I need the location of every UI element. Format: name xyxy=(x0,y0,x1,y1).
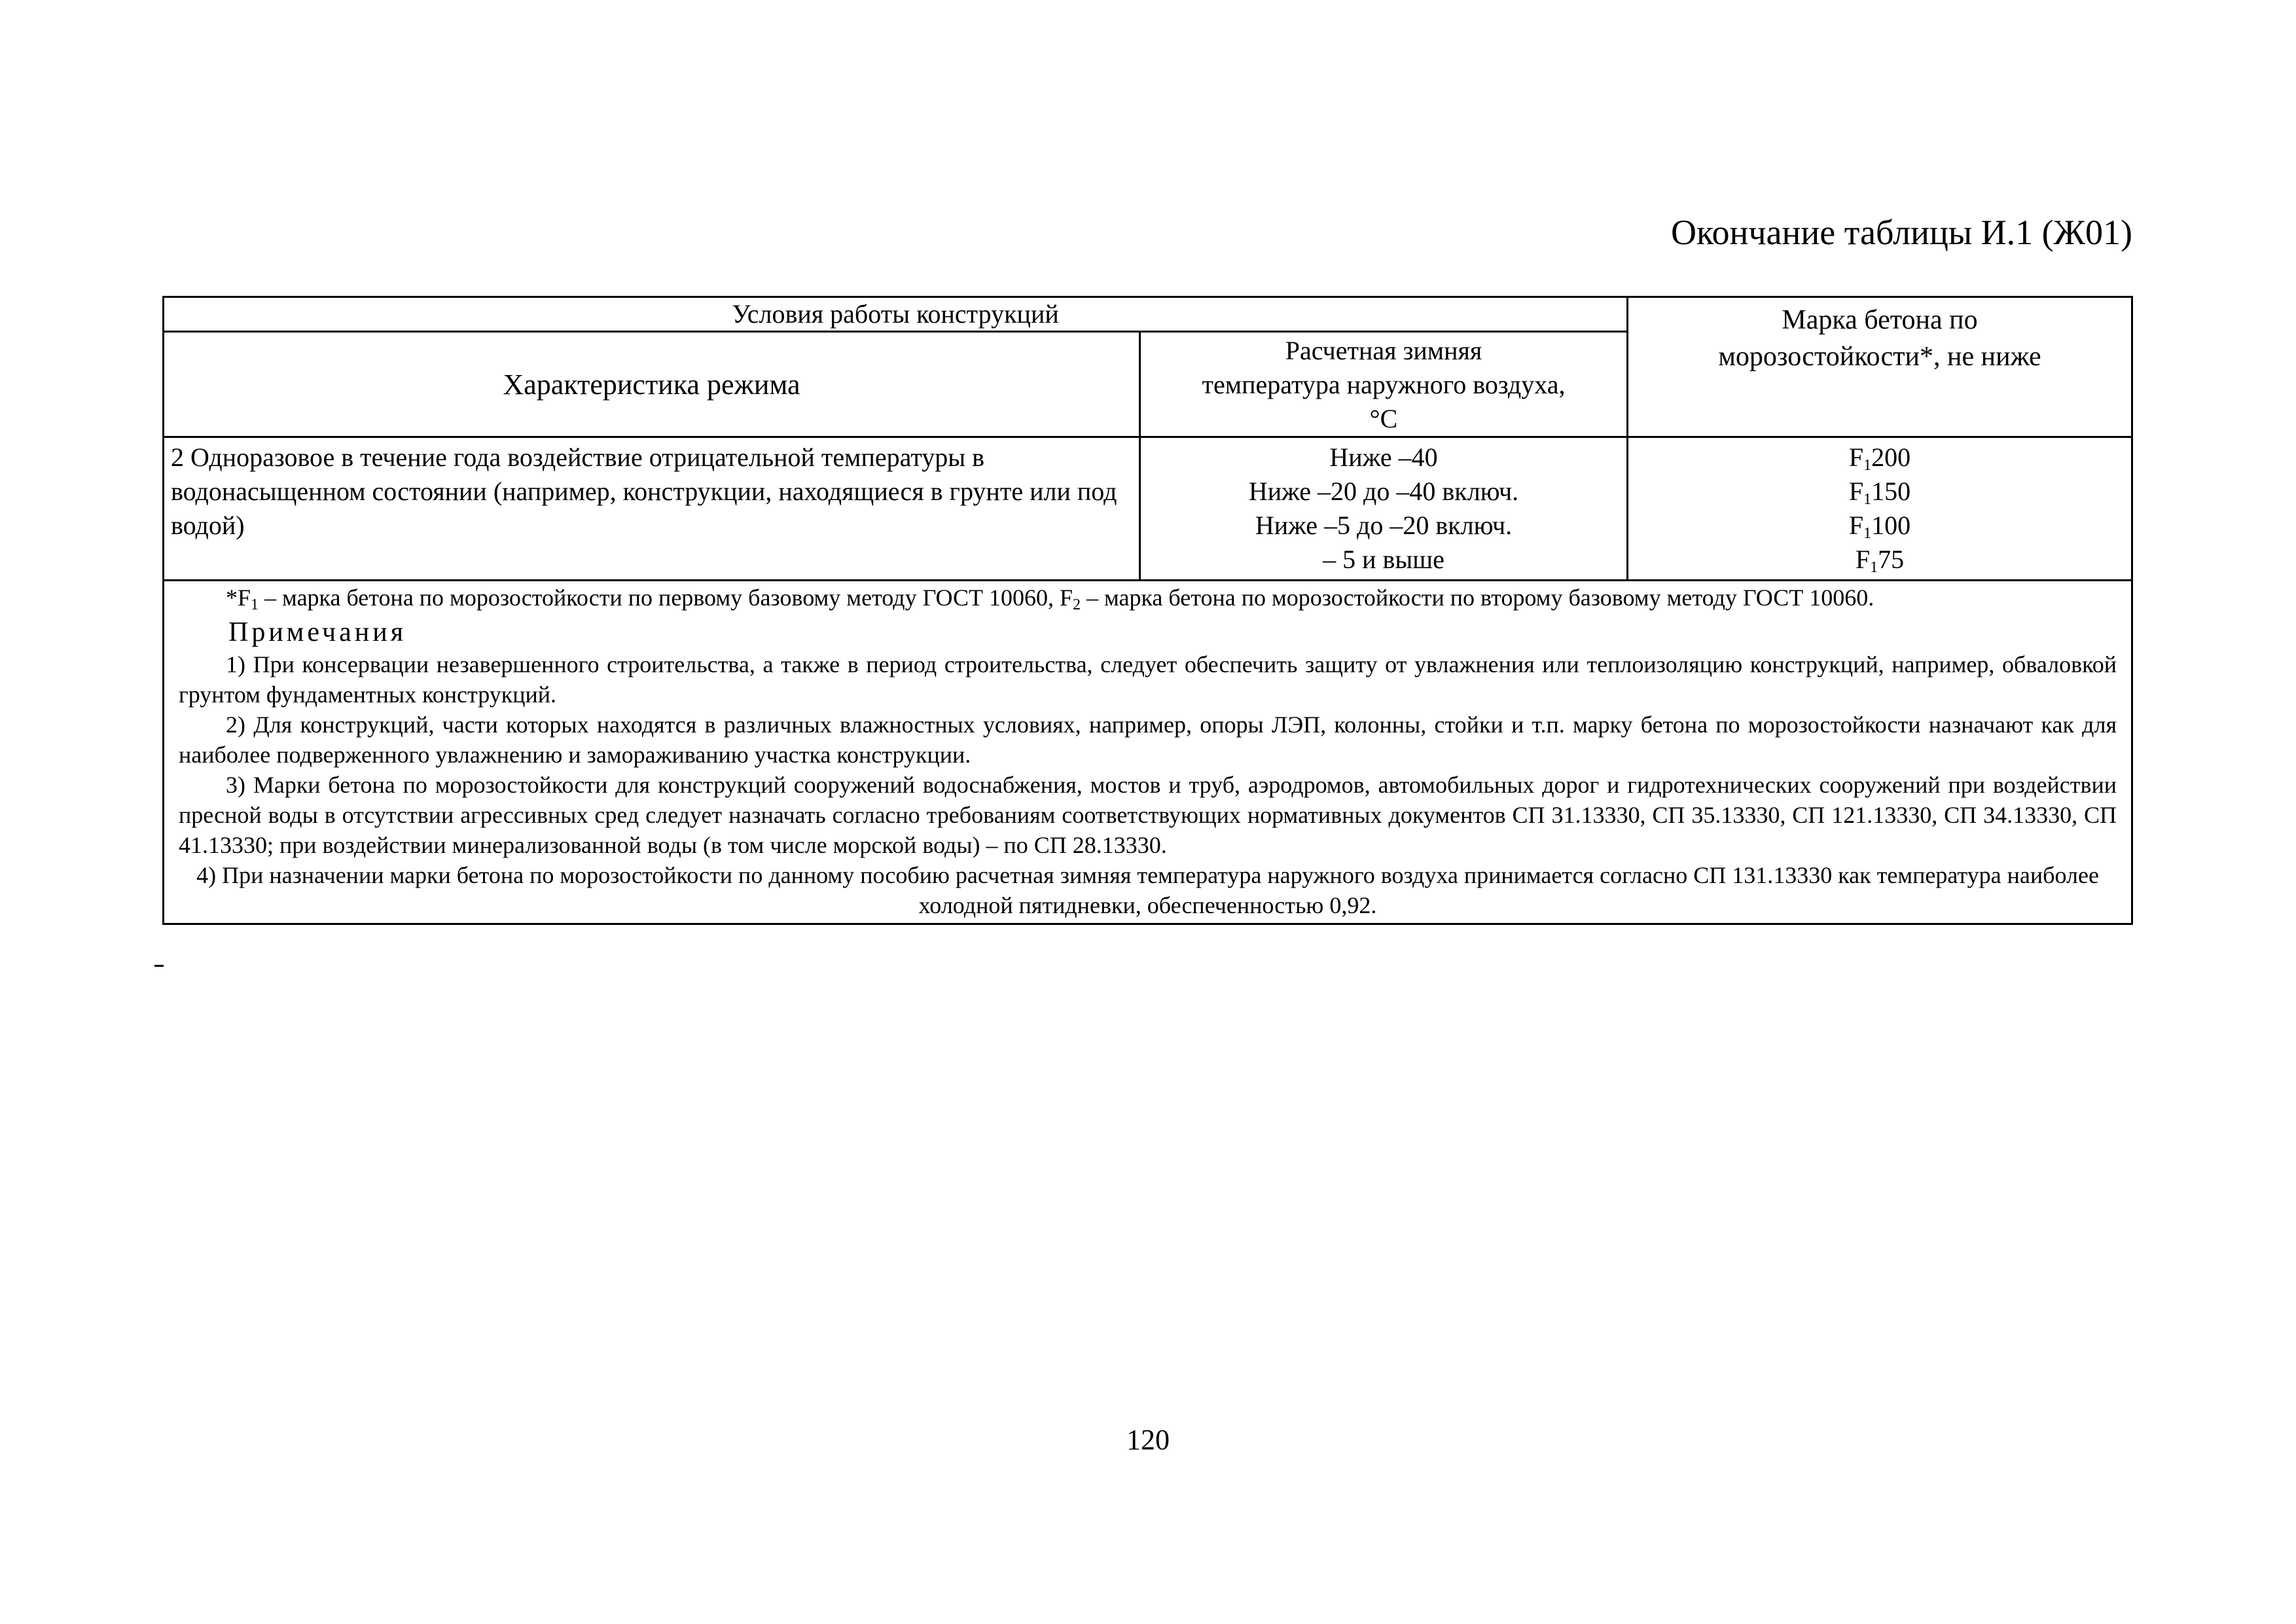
table-caption: Окончание таблицы И.1 (Ж01) xyxy=(1670,213,2132,252)
header-temperature-line-3: °С xyxy=(1369,404,1398,433)
header-mark-line-1: Марка бетона по xyxy=(1782,305,1978,335)
header-temperature xyxy=(1140,332,1628,437)
note-4: 4) При назначении марки бетона по морозостойкости по данному пособию расчетная зимняя температура наружного воздуха принимается согласно СП 131.13330 как температура наиболее холодной пятидневки, обеспеченностью 0,92. xyxy=(196,862,2099,918)
notes-section xyxy=(164,581,2132,924)
page-number: 120 xyxy=(1126,1424,1170,1456)
note-2: 2) Для конструкций, части которых находятся в различных влажностных условиях, например, опоры ЛЭП, колонны, стойки и т.п. марку бетона по морозостойкости назначают как для наиболее подверженного увлажнению и замораживанию участка конструкции. xyxy=(179,712,2117,768)
temperature-value: – 5 и выше xyxy=(1323,545,1444,574)
header-temperature-line-1: Расчетная зимняя xyxy=(1285,336,1482,365)
temperature-value: Ниже –5 до –20 включ. xyxy=(1255,511,1513,540)
frost-resistance-table xyxy=(162,296,2133,925)
mark-value: $F_1200$ xyxy=(1848,442,1911,474)
mark-value: $F_175$ xyxy=(1855,545,1905,576)
note-3: 3) Марки бетона по морозостойкости для конструкций сооружений водоснабжения, мостов и труб, аэродромов, автомобильных дорог и гидротехнических сооружений при воздействии пресной воды в отсутствии агрессивных сред следует назначать согласно требованиям соответствующих нормативных документов СП 31.13330, СП 35.13330, СП 121.13330, СП 34.13330, СП 41.13330; при воздействии минерализованной воды (в том числе морской воды) – по СП 28.13330. xyxy=(179,772,2117,858)
footnote: $*F_1$ – марка бетона по морозостойкости по первому базовому методу ГОСТ 10060, $F_2$ – марка бетона по морозостойкости по второму базовому методу ГОСТ 10060. xyxy=(226,585,1874,613)
note-1: 1) При консервации незавершенного строительства, а также в период строительства, следует обеспечить защиту от увлажнения или теплоизоляцию конструкций, например, обваловкой грунтом фундаментных конструкций. xyxy=(179,651,2117,708)
notes-title: Примечания xyxy=(228,617,407,647)
mark-value: $F_1150$ xyxy=(1848,477,1911,508)
header-mark-line-2: морозостойкости*, не ниже xyxy=(1718,342,2041,372)
temperature-value: Ниже –20 до –40 включ. xyxy=(1248,477,1519,506)
header-temperature-line-2: температура наружного воздуха, xyxy=(1202,370,1566,399)
header-conditions: Условия работы конструкций xyxy=(164,297,1628,332)
row-marks xyxy=(1628,437,2132,581)
temperature-value: Ниже –40 xyxy=(1329,442,1438,472)
header-mark xyxy=(1628,297,2132,437)
mark-value: $F_1100$ xyxy=(1848,511,1911,542)
header-characteristic: Характеристика режима xyxy=(164,332,1140,437)
row-temperatures xyxy=(1140,437,1628,581)
row-description: 2 Одноразовое в течение года воздействие отрицательной температуры в водонасыщенном состоянии (например, конструкции, находящиеся в грунте или под водой) xyxy=(164,437,1140,581)
margin-tick xyxy=(154,965,164,967)
